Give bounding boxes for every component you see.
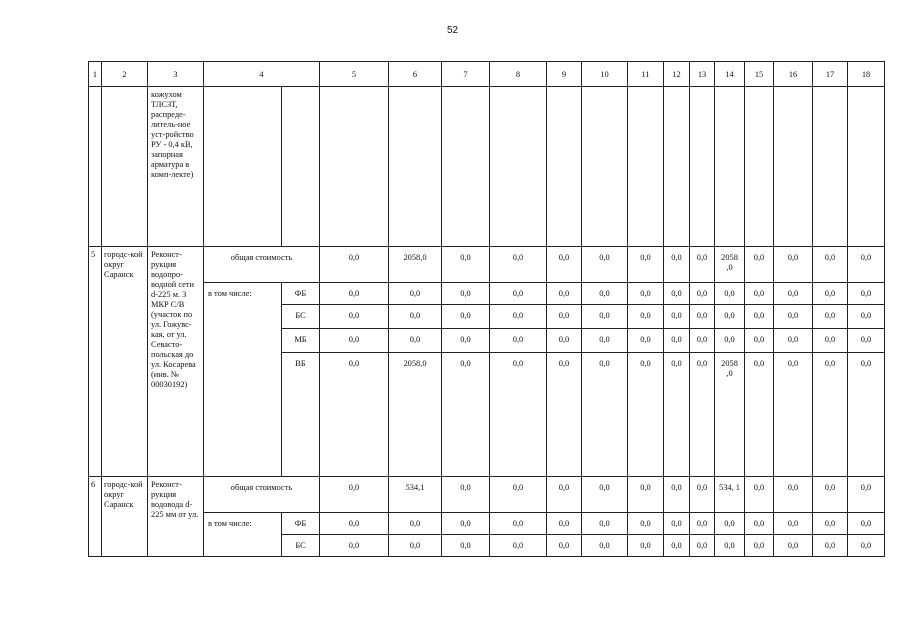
- cell: [664, 87, 690, 247]
- object-name: Реконст-рукция водовода d-225 мм от ул.: [148, 477, 204, 557]
- value-cell: 0,0: [813, 353, 848, 477]
- value-cell: 0,0: [715, 535, 745, 557]
- cell: [848, 87, 885, 247]
- cell: [628, 87, 664, 247]
- value-cell: 0,0: [813, 305, 848, 329]
- value-cell: 0,0: [715, 329, 745, 353]
- funding-source-label: ФБ: [282, 283, 320, 305]
- value-cell: 0,0: [774, 329, 813, 353]
- value-cell: 0,0: [628, 513, 664, 535]
- value-cell: 0,0: [490, 247, 547, 283]
- total-cost-label: общая стоимость: [204, 247, 320, 283]
- value-cell: 0,0: [848, 535, 885, 557]
- value-cell: 0,0: [848, 477, 885, 513]
- value-cell: 0,0: [582, 353, 628, 477]
- cell: [715, 87, 745, 247]
- col-header: 13: [690, 62, 715, 87]
- value-cell: 0,0: [582, 535, 628, 557]
- value-cell: 0,0: [320, 477, 389, 513]
- value-cell: 0,0: [664, 305, 690, 329]
- value-cell: 0,0: [664, 283, 690, 305]
- col-header: 7: [442, 62, 490, 87]
- value-cell: 0,0: [582, 305, 628, 329]
- value-cell: 0,0: [547, 329, 582, 353]
- value-cell: 0,0: [442, 247, 490, 283]
- value-cell: 0,0: [690, 535, 715, 557]
- funding-source-label: ФБ: [282, 513, 320, 535]
- value-cell: 0,0: [320, 329, 389, 353]
- value-cell: 0,0: [664, 353, 690, 477]
- value-cell: 0,0: [848, 283, 885, 305]
- cell: [102, 87, 148, 247]
- col-header: 15: [745, 62, 774, 87]
- value-cell: 0,0: [690, 353, 715, 477]
- cell: [442, 87, 490, 247]
- value-cell: 0,0: [813, 477, 848, 513]
- value-cell: 0,0: [442, 329, 490, 353]
- value-cell: 0,0: [745, 477, 774, 513]
- value-cell: 0,0: [547, 283, 582, 305]
- continuation-row: [89, 87, 885, 247]
- value-cell: 0,0: [490, 513, 547, 535]
- value-cell: 534,1: [389, 477, 442, 513]
- value-cell: 0,0: [320, 305, 389, 329]
- object-row-source: [89, 283, 885, 305]
- value-cell: 0,0: [715, 513, 745, 535]
- including-label: в том числе:: [204, 283, 282, 477]
- object-row-source: [89, 513, 885, 535]
- funding-source-label: ВБ: [282, 353, 320, 477]
- value-cell: 0,0: [690, 477, 715, 513]
- value-cell: 0,0: [582, 283, 628, 305]
- funding-source-label: БС: [282, 535, 320, 557]
- value-cell: 0,0: [547, 513, 582, 535]
- cell: [774, 87, 813, 247]
- col-header: 6: [389, 62, 442, 87]
- value-cell: 0,0: [582, 513, 628, 535]
- col-header: 14: [715, 62, 745, 87]
- value-cell: 0,0: [774, 283, 813, 305]
- col-header: 5: [320, 62, 389, 87]
- cell: [547, 87, 582, 247]
- cell: [204, 87, 282, 247]
- value-cell: 0,0: [848, 513, 885, 535]
- value-cell: 0,0: [628, 535, 664, 557]
- value-cell: 0,0: [320, 535, 389, 557]
- value-cell: 0,0: [547, 353, 582, 477]
- value-cell: 0,0: [745, 329, 774, 353]
- value-cell: 0,0: [774, 353, 813, 477]
- value-cell: 0,0: [745, 535, 774, 557]
- value-cell: 0,0: [628, 305, 664, 329]
- object-name: Реконст-рукция водопро-водной сети d-225 м. 3 МКР С/В (участок по ул. Гожувс-кая, от ул. Севасто-польская до ул. Косарева (инв. № 00030192): [148, 247, 204, 477]
- col-header: 8: [490, 62, 547, 87]
- value-cell: 534, 1: [715, 477, 745, 513]
- col-header: 2: [102, 62, 148, 87]
- value-cell: 0,0: [389, 283, 442, 305]
- cell: [490, 87, 547, 247]
- value-cell: 2058,0: [389, 353, 442, 477]
- value-cell: 0,0: [715, 283, 745, 305]
- value-cell: 0,0: [664, 535, 690, 557]
- value-cell: 0,0: [664, 477, 690, 513]
- value-cell: 0,0: [582, 329, 628, 353]
- value-cell: 0,0: [490, 305, 547, 329]
- value-cell: 0,0: [442, 513, 490, 535]
- value-cell: 0,0: [547, 477, 582, 513]
- value-cell: 0,0: [813, 535, 848, 557]
- value-cell: 0,0: [320, 353, 389, 477]
- value-cell: 0,0: [490, 283, 547, 305]
- value-cell: 0,0: [690, 247, 715, 283]
- cell: [89, 87, 102, 247]
- value-cell: 0,0: [628, 247, 664, 283]
- total-cost-label: общая стоимость: [204, 477, 320, 513]
- value-cell: 0,0: [848, 353, 885, 477]
- value-cell: 0,0: [664, 329, 690, 353]
- value-cell: 0,0: [547, 305, 582, 329]
- value-cell: 0,0: [774, 247, 813, 283]
- value-cell: 2058 ,0: [715, 353, 745, 477]
- value-cell: 0,0: [774, 513, 813, 535]
- col-header: 18: [848, 62, 885, 87]
- cell: [745, 87, 774, 247]
- col-header: 9: [547, 62, 582, 87]
- row-number: 6: [89, 477, 102, 557]
- value-cell: 0,0: [442, 353, 490, 477]
- col-header: 17: [813, 62, 848, 87]
- value-cell: 2058 ,0: [715, 247, 745, 283]
- municipality: городс-кой округ Саранск: [102, 477, 148, 557]
- cell: [389, 87, 442, 247]
- col-header: 16: [774, 62, 813, 87]
- cell: [320, 87, 389, 247]
- value-cell: 0,0: [745, 305, 774, 329]
- col-header: 4: [204, 62, 320, 87]
- value-cell: 0,0: [442, 283, 490, 305]
- value-cell: 2058,0: [389, 247, 442, 283]
- value-cell: 0,0: [547, 247, 582, 283]
- value-cell: 0,0: [628, 353, 664, 477]
- value-cell: 0,0: [813, 513, 848, 535]
- col-header: 12: [664, 62, 690, 87]
- value-cell: 0,0: [628, 283, 664, 305]
- value-cell: 0,0: [774, 305, 813, 329]
- column-number-row: [89, 62, 885, 87]
- value-cell: 0,0: [690, 283, 715, 305]
- continued-object-name: кожухом ТЛСЗТ, распреде-литель-ное уст-ройство РУ - 0,4 кВ, запорная арматура в комп-лекте): [148, 87, 204, 247]
- cell: [282, 87, 320, 247]
- table-body: [89, 62, 885, 557]
- value-cell: 0,0: [320, 247, 389, 283]
- value-cell: 0,0: [389, 305, 442, 329]
- value-cell: 0,0: [745, 353, 774, 477]
- funding-source-label: МБ: [282, 329, 320, 353]
- including-label: в том числе:: [204, 513, 282, 557]
- value-cell: 0,0: [848, 247, 885, 283]
- cell: [690, 87, 715, 247]
- value-cell: 0,0: [813, 247, 848, 283]
- col-header: 1: [89, 62, 102, 87]
- value-cell: 0,0: [690, 513, 715, 535]
- value-cell: 0,0: [582, 477, 628, 513]
- cell: [582, 87, 628, 247]
- value-cell: 0,0: [389, 535, 442, 557]
- value-cell: 0,0: [774, 535, 813, 557]
- funding-source-label: БС: [282, 305, 320, 329]
- value-cell: 0,0: [848, 329, 885, 353]
- page-number: 52: [446, 25, 459, 36]
- object-row-total: [89, 477, 885, 513]
- value-cell: 0,0: [442, 535, 490, 557]
- value-cell: 0,0: [715, 305, 745, 329]
- value-cell: 0,0: [690, 329, 715, 353]
- value-cell: 0,0: [320, 283, 389, 305]
- value-cell: 0,0: [745, 283, 774, 305]
- value-cell: 0,0: [389, 329, 442, 353]
- value-cell: 0,0: [490, 353, 547, 477]
- value-cell: 0,0: [848, 305, 885, 329]
- value-cell: 0,0: [320, 513, 389, 535]
- value-cell: 0,0: [582, 247, 628, 283]
- col-header: 10: [582, 62, 628, 87]
- cell: [813, 87, 848, 247]
- value-cell: 0,0: [745, 247, 774, 283]
- value-cell: 0,0: [628, 477, 664, 513]
- value-cell: 0,0: [490, 535, 547, 557]
- value-cell: 0,0: [690, 305, 715, 329]
- value-cell: 0,0: [547, 535, 582, 557]
- object-row-total: [89, 247, 885, 283]
- value-cell: 0,0: [745, 513, 774, 535]
- value-cell: 0,0: [813, 283, 848, 305]
- value-cell: 0,0: [664, 513, 690, 535]
- value-cell: 0,0: [490, 329, 547, 353]
- col-header: 11: [628, 62, 664, 87]
- value-cell: 0,0: [490, 477, 547, 513]
- col-header: 3: [148, 62, 204, 87]
- value-cell: 0,0: [664, 247, 690, 283]
- value-cell: 0,0: [774, 477, 813, 513]
- value-cell: 0,0: [813, 329, 848, 353]
- budget-table: [88, 61, 885, 557]
- value-cell: 0,0: [389, 513, 442, 535]
- value-cell: 0,0: [442, 305, 490, 329]
- row-number: 5: [89, 247, 102, 477]
- municipality: городс-кой округ Саранск: [102, 247, 148, 477]
- value-cell: 0,0: [442, 477, 490, 513]
- value-cell: 0,0: [628, 329, 664, 353]
